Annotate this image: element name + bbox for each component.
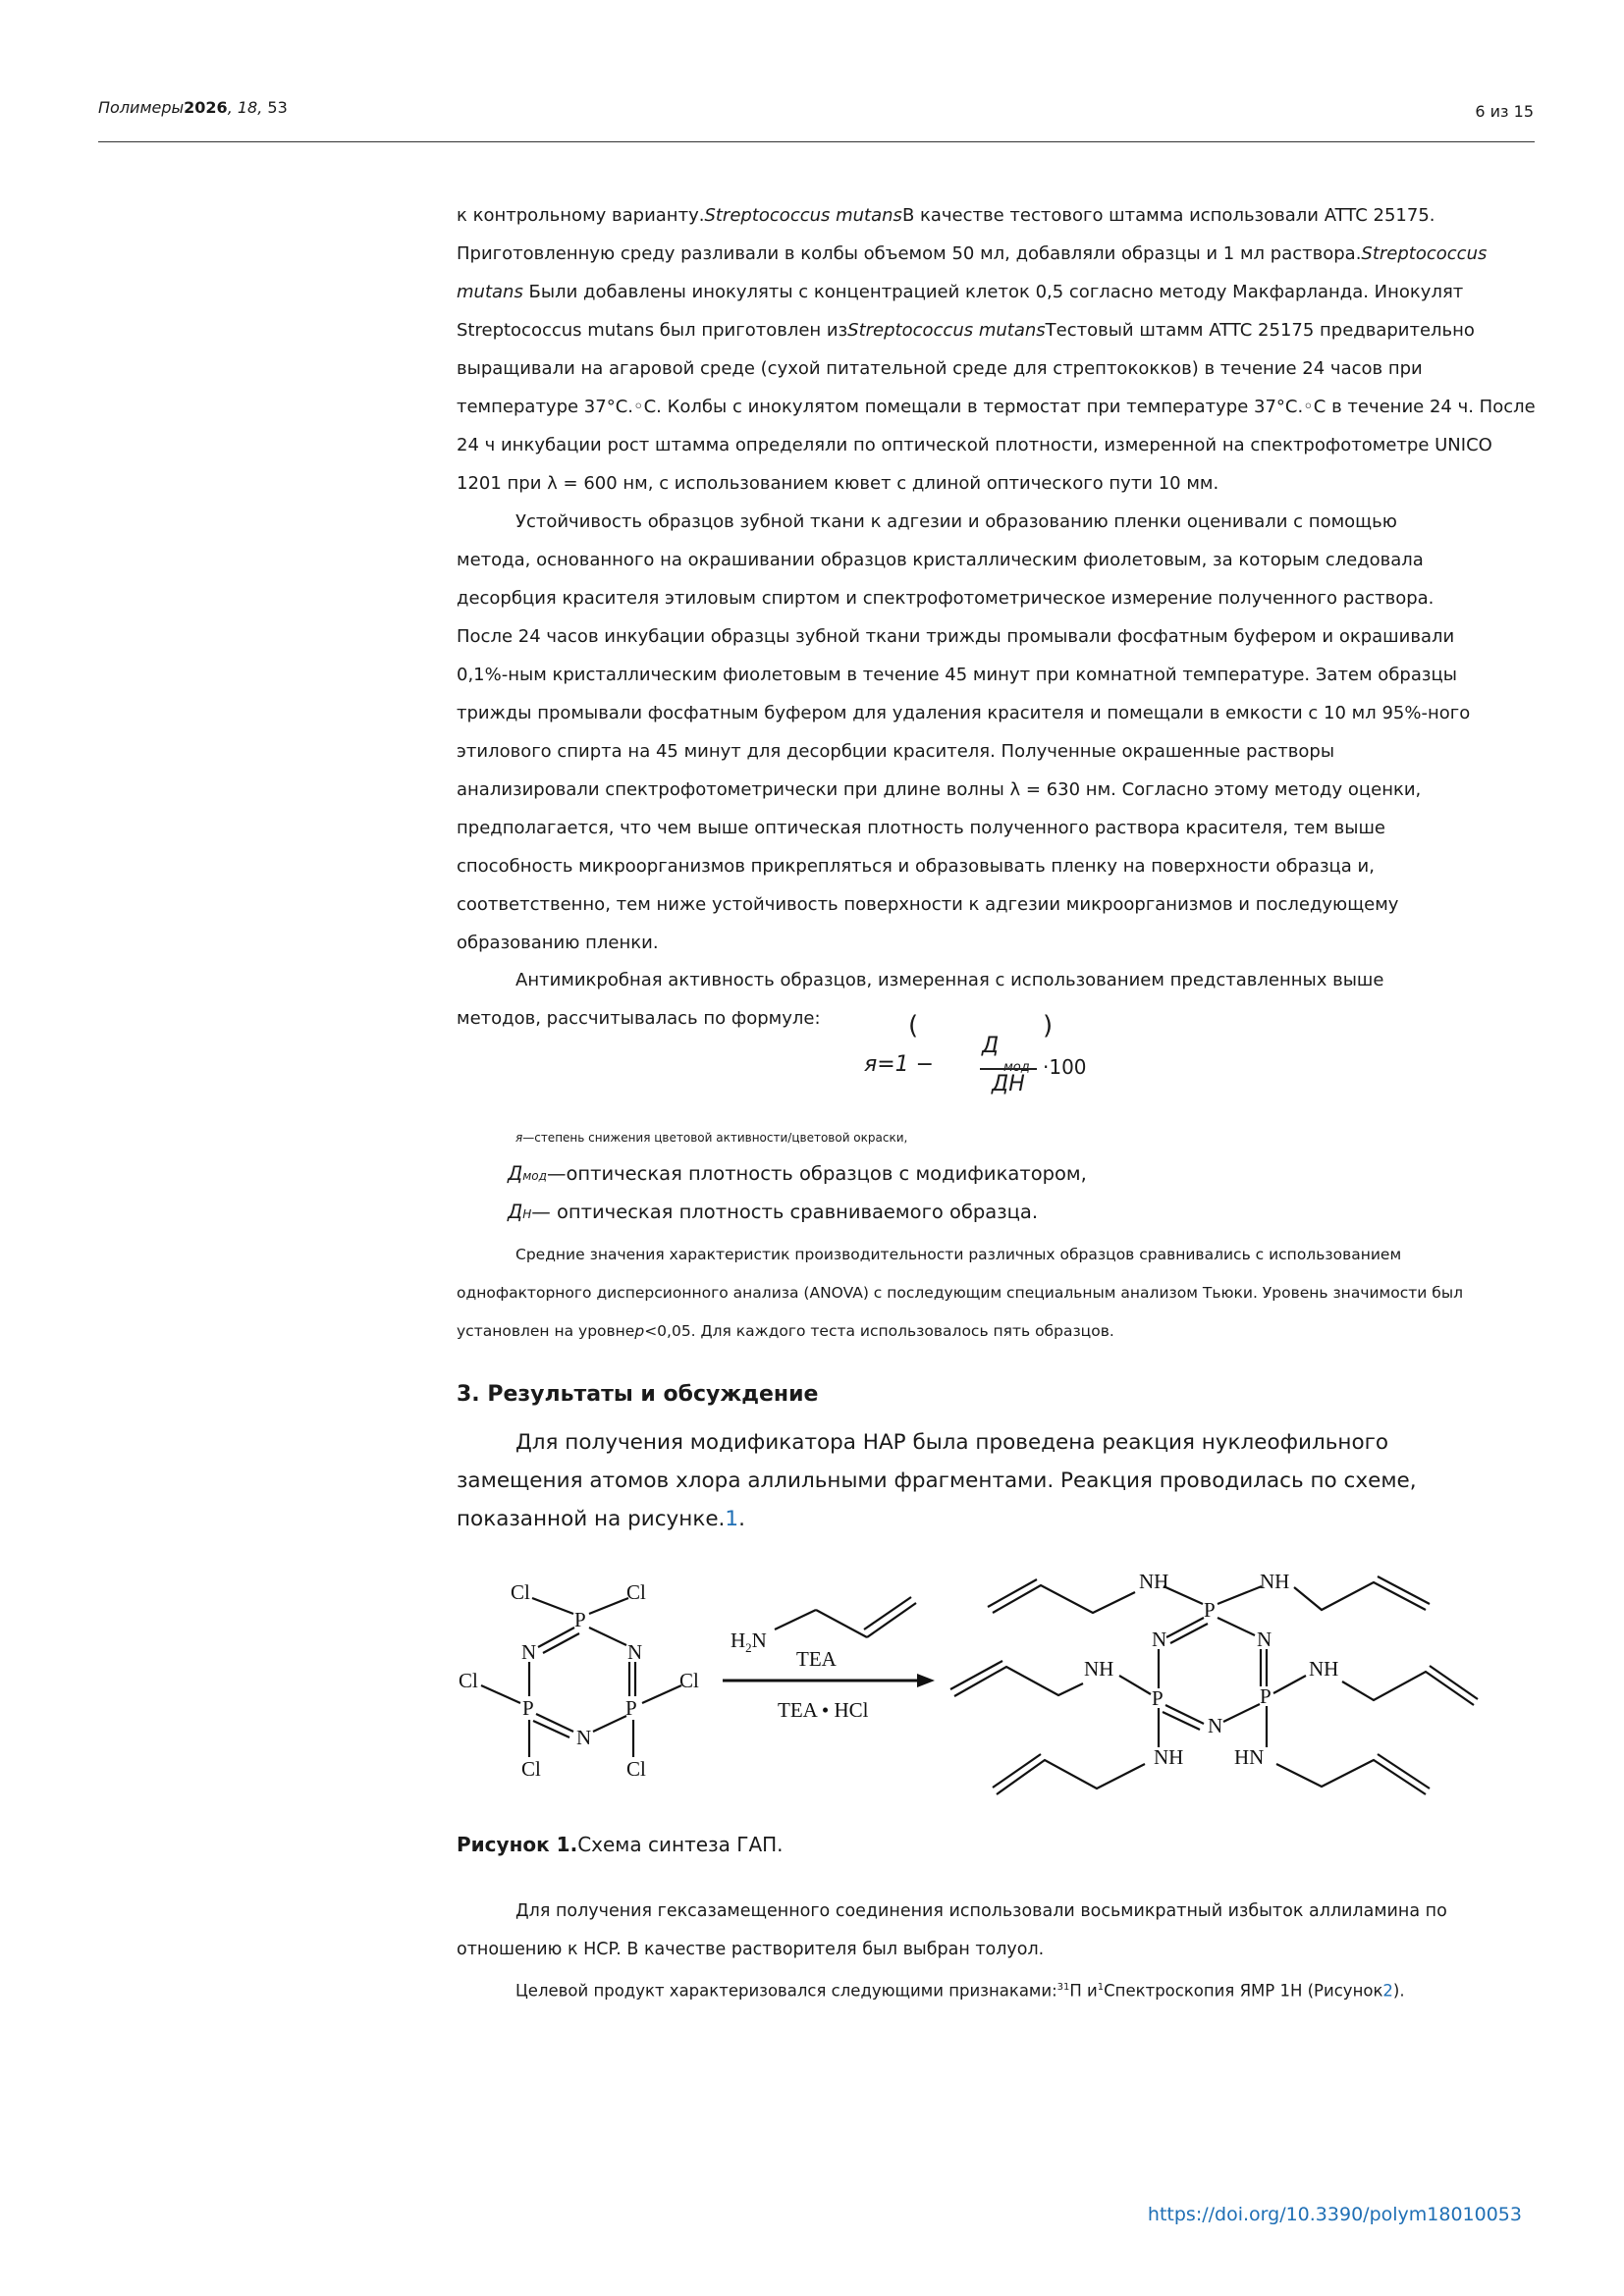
formula-denominator: ДН: [992, 1072, 1025, 1096]
journal-year: 2026: [184, 98, 228, 117]
svg-text:P: P: [625, 1696, 637, 1720]
text-line: способность микроорганизмов прикрепляться и образовывать пленку на поверхности образца и,: [457, 856, 1375, 877]
arrow-head-icon: [917, 1674, 935, 1687]
text-line: После 24 часов инкубации образцы зубной ткани трижды промывали фосфатным буфером и окрашивали: [457, 626, 1455, 647]
section-heading: 3. Результаты и обсуждение: [457, 1382, 819, 1407]
text-line: однофакторного дисперсионного анализа (ANOVA) с последующим специальным анализом Тьюки. Уровень значимости был: [457, 1284, 1463, 1302]
svg-text:N: N: [576, 1726, 592, 1749]
svg-text:Cl: Cl: [459, 1669, 478, 1692]
page-number: 6 из 15: [1475, 102, 1534, 121]
figure-ref-link[interactable]: 1: [725, 1507, 739, 1531]
text-line: Streptococcus mutans был приготовлен изStreptococcus mutansТестовый штамм ATTC 25175 предварительно: [457, 320, 1475, 341]
figure-ref-link[interactable]: 2: [1382, 1981, 1393, 2001]
text-line: Целевой продукт характеризовался следующими признаками:$^{31}$П $и^1Спектроскопия$ ЯМР 1H (Рисунок2).: [515, 1981, 1405, 2001]
svg-text:N: N: [1152, 1628, 1167, 1651]
fraction-bar: [980, 1068, 1037, 1070]
legend-dn: ДН— оптическая плотность сравниваемого образца.: [508, 1201, 1039, 1223]
doi-link[interactable]: https://doi.org/10.3390/polym18010053: [1147, 2204, 1522, 2225]
text-line: 1201 при λ = 600 нм, с использованием кювет с длиной оптического пути 10 мм.: [457, 473, 1219, 494]
text-line: выращивали на агаровой среде (сухой питательной среде для стрептококков) в течение 24 часов при: [457, 358, 1423, 379]
text-line: этилового спирта на 45 минут для десорбции красителя. Полученные окрашенные растворы: [457, 741, 1335, 762]
text-line: замещения атомов хлора аллильными фрагментами. Реакция проводилась по схеме,: [457, 1468, 1417, 1493]
text-line: Устойчивость образцов зубной ткани к адгезии и образованию пленки оценивали с помощью: [515, 511, 1397, 532]
text-line: показанной на рисунке.1.: [457, 1507, 745, 1531]
journal-volume: , 18,: [227, 98, 268, 117]
svg-text:Cl: Cl: [511, 1580, 530, 1604]
text-line: предполагается, что чем выше оптическая плотность полученного раствора красителя, тем выше: [457, 818, 1385, 838]
svg-text:NH: NH: [1309, 1657, 1339, 1681]
text-line: образованию пленки.: [457, 933, 659, 953]
svg-text:N: N: [1208, 1714, 1223, 1737]
text-line: Антимикробная активность образцов, измеренная с использованием представленных выше: [515, 970, 1384, 990]
formula-multiplier: ·100: [1043, 1055, 1087, 1079]
formula-right-paren: ): [1043, 1011, 1054, 1041]
svg-text:NH: NH: [1154, 1745, 1184, 1769]
svg-text:HN: HN: [1234, 1745, 1265, 1769]
svg-text:P: P: [522, 1696, 534, 1720]
legend-dmod: Дмод—оптическая плотность образцов с модификатором,: [508, 1162, 1087, 1185]
text-line: Для получения модификатора HAP была проведена реакция нуклеофильного: [515, 1430, 1389, 1455]
svg-text:P: P: [1260, 1684, 1272, 1708]
journal-citation: [98, 98, 288, 117]
figure-caption: Рисунок 1.Схема синтеза ГАП.: [457, 1833, 784, 1856]
legend-ya: я—степень снижения цветовой активности/цветовой окраски,: [515, 1131, 908, 1145]
svg-text:H2N: $H_2N$: [731, 1629, 767, 1655]
formula-numerator: Д: [982, 1034, 1000, 1058]
synthesis-scheme: [432, 1551, 1512, 1845]
text-line: соответственно, тем ниже устойчивость поверхности к адгезии микроорганизмов и последующему: [457, 894, 1399, 915]
svg-text:P: P: [1152, 1686, 1164, 1710]
text-line: анализировали спектрофотометрически при длине волны λ = 630 нм. Согласно этому методу оценки,: [457, 779, 1422, 800]
text-line: Для получения гексазамещенного соединения использовали восьмикратный избыток аллиламина по: [515, 1901, 1447, 1921]
text-line: метода, основанного на окрашивании образцов кристаллическим фиолетовым, за которым следовала: [457, 550, 1424, 570]
scheme-labels: [459, 1570, 1338, 1781]
svg-text:Cl: Cl: [626, 1580, 646, 1604]
svg-text:N: N: [627, 1640, 643, 1664]
svg-text:N: N: [521, 1640, 537, 1664]
svg-text:TEA: TEA: [796, 1647, 837, 1671]
svg-text:P: P: [574, 1608, 586, 1631]
text-line: Приготовленную среду разливали в колбы объемом 50 мл, добавляли образцы и 1 мл раствора.Streptococcus: [457, 243, 1488, 264]
header-divider: [98, 141, 1535, 142]
svg-text:NH: NH: [1139, 1570, 1169, 1593]
svg-text:P: P: [1204, 1598, 1216, 1622]
text-line: Средние значения характеристик производительности различных образцов сравнивались с использованием: [515, 1246, 1402, 1263]
text-line: методов, рассчитывалась по формуле:: [457, 1008, 821, 1029]
text-line: отношению к HCP. В качестве растворителя был выбран толуол.: [457, 1940, 1045, 1959]
text-line: 24 ч инкубации рост штамма определяли по оптической плотности, измеренной на спектрофотометре UNICO: [457, 435, 1492, 455]
svg-text:NH: NH: [1084, 1657, 1114, 1681]
text-line: mutans Были добавлены инокуляты с концентрацией клеток 0,5 согласно методу Макфарланда. Инокулят: [457, 282, 1464, 302]
text-line: установлен на уровнеp<0,05. Для каждого теста использовалось пять образцов.: [457, 1322, 1114, 1340]
svg-text:Cl: Cl: [626, 1757, 646, 1781]
text-line: трижды промывали фосфатным буфером для удаления красителя и помещали в емкости с 10 мл 95%-ного: [457, 703, 1471, 723]
article-number: 53: [267, 98, 288, 117]
formula-lhs: я=1 −: [864, 1052, 935, 1077]
svg-text:NH: NH: [1260, 1570, 1290, 1593]
svg-text:TEA • HCl: TEA • HCl: [778, 1698, 869, 1722]
formula-left-paren: (: [908, 1011, 919, 1041]
svg-text:Cl: Cl: [521, 1757, 541, 1781]
text-line: температуре 37°C.◦C. Колбы с инокулятом помещали в термостат при температуре 37°C.◦C в течение 24 ч. После: [457, 397, 1536, 417]
text-line: к контрольному варианту.Streptococcus mutansВ качестве тестового штамма использовали ATTC 25175.: [457, 205, 1435, 226]
svg-text:N: N: [1257, 1628, 1272, 1651]
text-line: 0,1%-ным кристаллическим фиолетовым в течение 45 минут при комнатной температуре. Затем образцы: [457, 665, 1457, 685]
journal-name: Полимеры: [98, 98, 185, 117]
svg-text:Cl: Cl: [679, 1669, 699, 1692]
text-line: десорбция красителя этиловым спиртом и спектрофотометрическое измерение полученного раствора.: [457, 588, 1435, 609]
